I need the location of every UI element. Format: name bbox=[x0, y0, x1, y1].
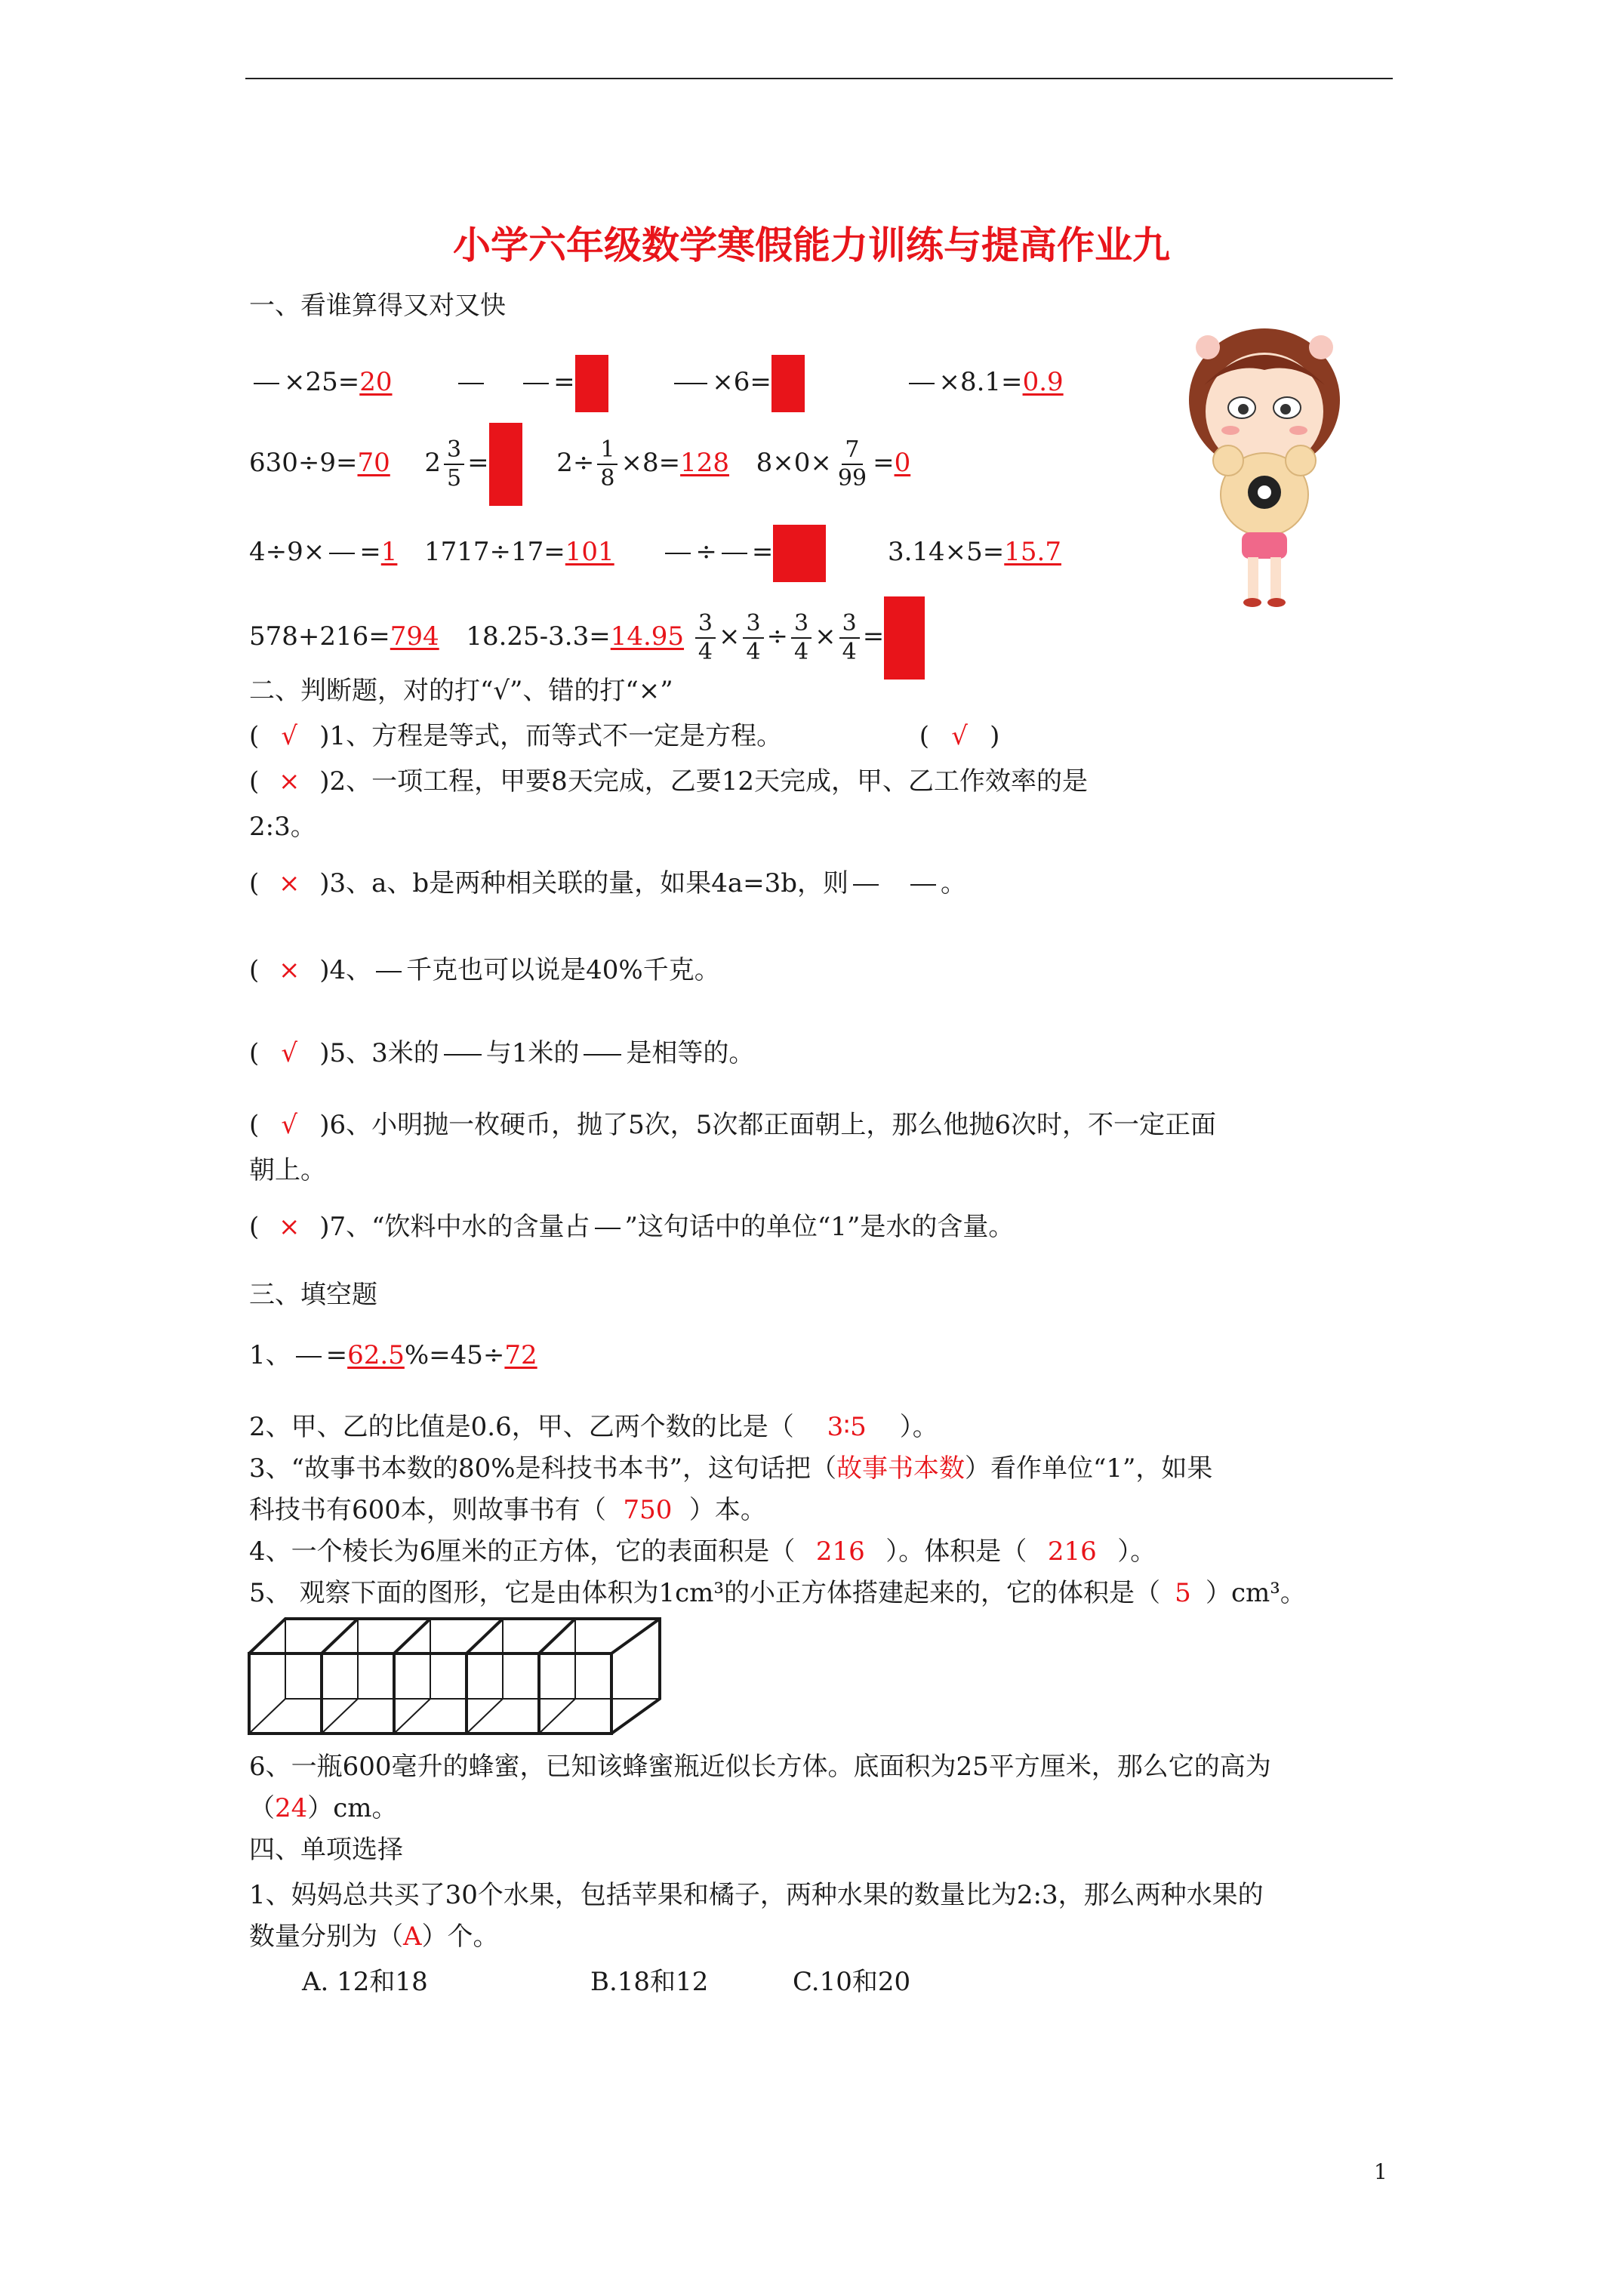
fraction: $\frac{1}{8}$ bbox=[597, 436, 617, 492]
fraction: $\frac{7}{99}$ bbox=[837, 436, 867, 492]
fraction: $\frac{3}{4}$ bbox=[743, 610, 763, 666]
fill-q4: 4、一个棱长为6厘米的正方体，它的表面积是（ 216 ）。体积是（ 216 ）。 bbox=[249, 1536, 1156, 1567]
judge-item-6-cont: 朝上。 bbox=[249, 1155, 326, 1185]
page-number: 1 bbox=[1374, 2159, 1387, 2184]
fill-q6-line1: 6、一瓶600毫升的蜂蜜，已知该蜂蜜瓶近似长方体。底面积为25平方厘米，那么它的高为 bbox=[249, 1752, 1271, 1782]
fill-q2: 2、甲、乙的比值是0.6，甲、乙两个数的比是（ 3∶5 ）。 bbox=[249, 1412, 938, 1442]
calc-row-4: 578+216=794 18.25-3.3=14.95 $\frac{3}{4}$ × $\frac{3}{4}$ ÷ $\frac{3}{4}$ × $\frac{3}{4}$ = bbox=[249, 596, 925, 680]
header-rule bbox=[245, 78, 1393, 79]
fraction-placeholder bbox=[254, 383, 279, 384]
calc-row-2: 630÷9=70 2 $\frac{3}{5}$ = 2÷ $\frac{1}{8}$ ×8=128 8×0× $\frac{7}{99}$ =0 bbox=[249, 423, 910, 506]
choice-option-a: A. 12和18 bbox=[302, 1967, 428, 1997]
judge-item-5: ( √ )5、3米的 与1米的 是相等的。 bbox=[249, 1038, 755, 1068]
fill-q5: 5、 观察下面的图形，它是由体积为1cm³的小正方体搭建起来的，它的体积是（ 5 ）cm³。 bbox=[249, 1578, 1306, 1608]
judge-item-7: ( × )7、“饮料中水的含量占 ”这句话中的单位“1”是水的含量。 bbox=[249, 1212, 1015, 1242]
section1-heading: 一、看谁算得又对又快 bbox=[249, 291, 506, 321]
answer: 20 bbox=[359, 367, 393, 397]
redacted-answer-box bbox=[771, 355, 805, 412]
page-title: 小学六年级数学寒假能力训练与提高作业九 bbox=[453, 223, 1170, 267]
judge-item-6: ( √ )6、小明抛一枚硬币，抛了5次，5次都正面朝上，那么他抛6次时，不一定正面 bbox=[249, 1110, 1217, 1140]
redacted-answer-box bbox=[773, 525, 826, 582]
girl-holding-teddy-bear-icon bbox=[1174, 317, 1355, 612]
fill-q3-line2: 科技书有600本，则故事书有（ 750 ）本。 bbox=[249, 1495, 766, 1525]
fraction: $\frac{3}{4}$ bbox=[695, 610, 716, 666]
section3-heading: 三、填空题 bbox=[249, 1280, 377, 1310]
redacted-answer-box bbox=[884, 596, 925, 680]
redacted-answer-box bbox=[575, 355, 608, 412]
section4-heading: 四、单项选择 bbox=[249, 1835, 403, 1865]
fill-q6-line2: （24）cm。 bbox=[249, 1793, 398, 1823]
section2-heading: 二、判断题，对的打“√”、错的打“×” bbox=[249, 676, 673, 706]
judge-item-2: ( × )2、一项工程，甲要8天完成，乙要12天完成，甲、乙工作效率的是 bbox=[249, 766, 1089, 797]
answer: 0.9 bbox=[1022, 367, 1064, 397]
calc-row-1: ×25=20 = ×6= ×8.1=0.9 bbox=[249, 355, 1064, 412]
judge-item-2-cont: 2:3。 bbox=[249, 812, 316, 842]
choice-option-c: C.10和20 bbox=[793, 1967, 911, 1997]
fill-q1: 1、 =62.5%=45÷72 bbox=[249, 1340, 537, 1370]
wireframe-cuboid-of-cubes-icon bbox=[248, 1616, 663, 1737]
fraction: $\frac{3}{5}$ bbox=[444, 436, 464, 492]
choice-option-b: B.18和12 bbox=[590, 1967, 709, 1997]
choice-q1-line2: 数量分别为（A）个。 bbox=[249, 1922, 499, 1952]
redacted-answer-box bbox=[489, 423, 522, 506]
judge-item-4: ( × )4、 千克也可以说是40%千克。 bbox=[249, 955, 720, 985]
judge-item-3: ( × )3、a、b是两种相关联的量，如果4a=3b，则 。 bbox=[249, 868, 966, 898]
fill-q3-line1: 3、“故事书本数的80%是科技书本书”，这句话把（故事书本数）看作单位“1”，如果 bbox=[249, 1453, 1213, 1484]
fraction: $\frac{3}{4}$ bbox=[839, 610, 860, 666]
choice-q1-line1: 1、妈妈总共买了30个水果，包括苹果和橘子，两种水果的数量比为2:3，那么两种水果的 bbox=[249, 1880, 1264, 1910]
fraction: $\frac{3}{4}$ bbox=[791, 610, 812, 666]
calc-row-3: 4÷9× =1 1717÷17=101 ÷ = 3.14×5=15.7 bbox=[249, 525, 1061, 582]
judge-item-1: ( √ )1、方程是等式，而等式不一定是方程。 ( √ ) bbox=[249, 721, 1000, 751]
